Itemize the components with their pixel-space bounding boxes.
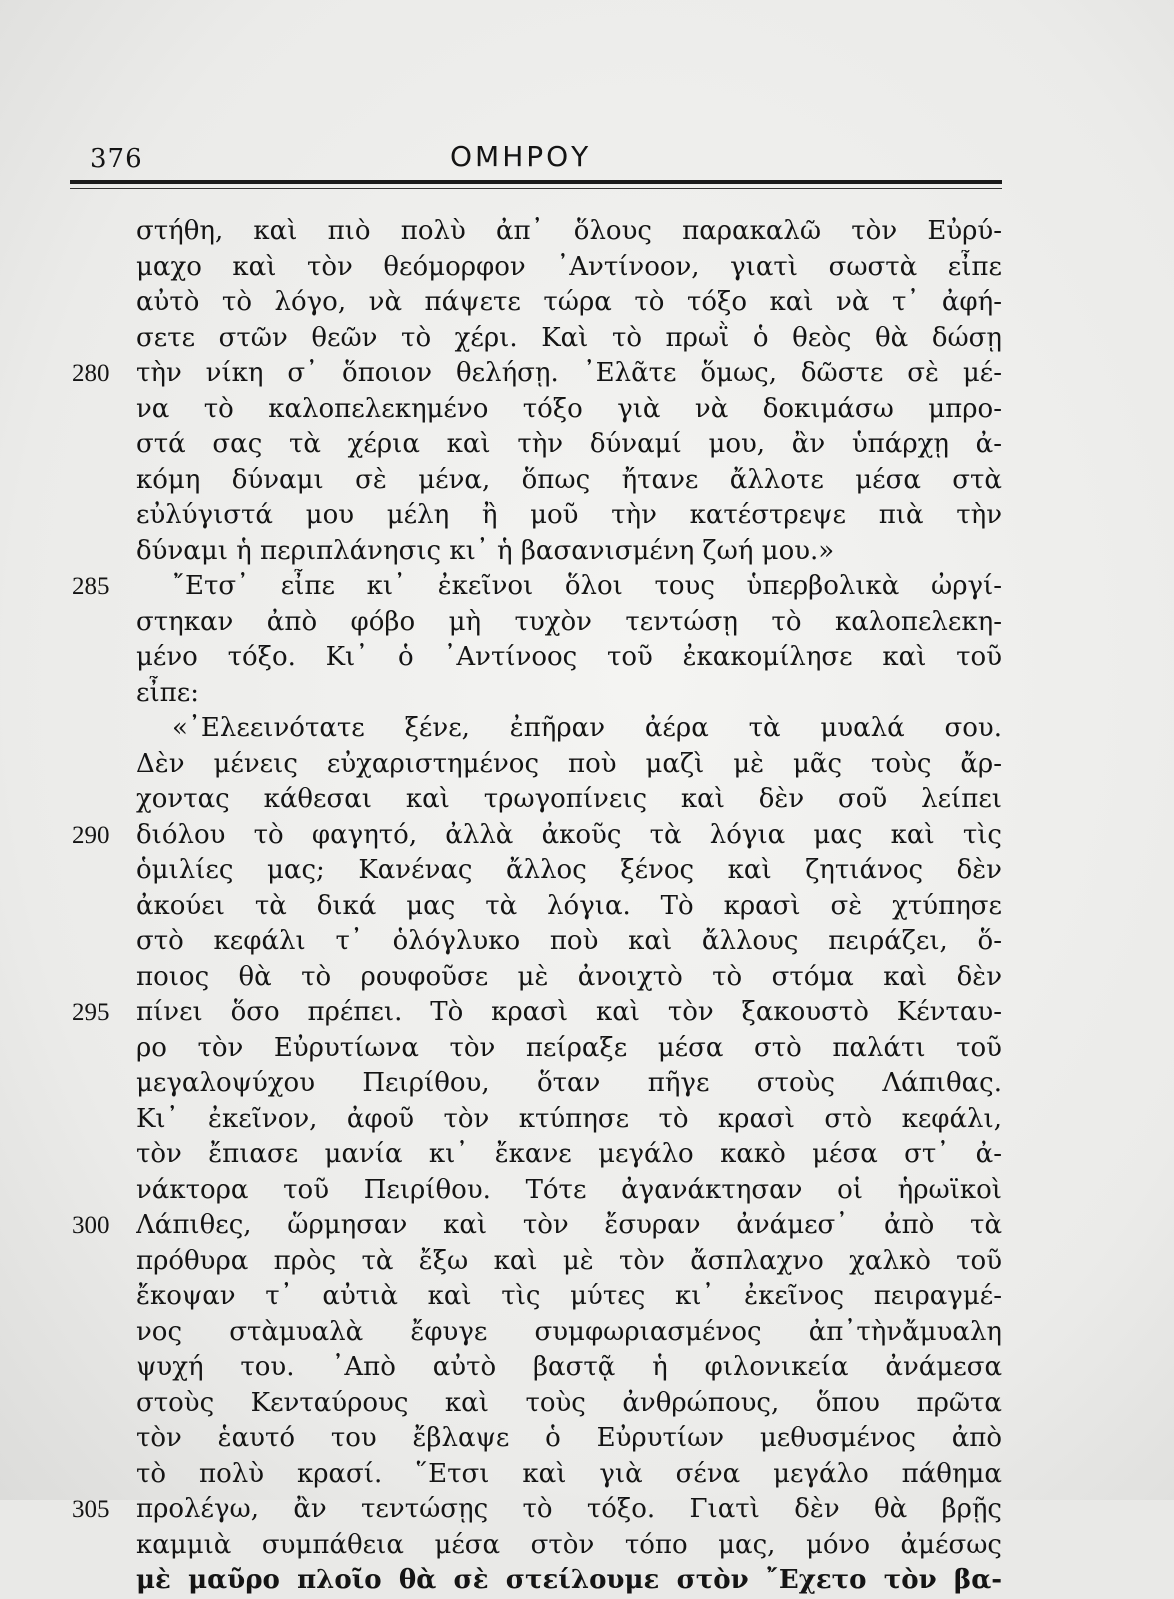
text-line <box>0 711 1174 747</box>
verse-number: 280 <box>72 360 110 387</box>
header-rule-thick <box>70 180 1002 184</box>
text-line <box>0 1457 1174 1493</box>
text-line <box>0 924 1174 960</box>
text-line <box>0 605 1174 641</box>
line-text: μαχο καὶ τὸν θεόμορφον ᾽Αντίνοον, γιατὶ σωστὰ εἶπε <box>136 251 1002 282</box>
line-text: πρόθυρα πρὸς τὰ ἔξω καὶ μὲ τὸν ἄσπλαχνο χαλκὸ τοῦ <box>136 1245 1002 1276</box>
line-text: «᾽Ελεεινότατε ξένε, ἐπῆραν ἀέρα τὰ μυαλά σου. <box>172 713 1002 743</box>
text-line <box>0 640 1174 676</box>
text-line <box>0 995 1174 1031</box>
text-line <box>0 1244 1174 1280</box>
line-text: στήθη, καὶ πιὸ πολὺ ἀπ᾽ ὅλους παρακαλῶ τὸν Εὐρύ- <box>136 216 1002 246</box>
line-text: νος στὰμυαλὰ ἔφυγε συμφωριασμένος ἀπ᾽τὴνἄμυαλη <box>136 1316 1002 1347</box>
line-text: μένο τόξο. Κι᾽ ὁ ᾽Αντίνοος τοῦ ἐκακομίλησε καὶ τοῦ <box>136 642 1002 672</box>
text-line <box>0 1492 1174 1528</box>
text-line <box>0 1386 1174 1422</box>
text-line <box>0 818 1174 854</box>
line-text: Κι᾽ ἐκεῖνον, ἀφοῦ τὸν κτύπησε τὸ κρασὶ στὸ κεφάλι, <box>136 1103 1002 1134</box>
text-line <box>0 321 1174 357</box>
line-text: τὸ πολὺ κρασί. ῞Ετσι καὶ γιὰ σένα μεγάλο πάθημα <box>136 1458 1002 1489</box>
verse-number: 300 <box>72 1212 110 1239</box>
line-text: ποιος θὰ τὸ ρουφοῦσε μὲ ἀνοιχτὸ τὸ στόμα καὶ δὲν <box>136 961 1002 992</box>
line-text: νάκτορα τοῦ Πειρίθου. Τότε ἀγανάκτησαν οἱ ἡρωϊκοὶ <box>136 1174 1002 1205</box>
text-line <box>0 782 1174 818</box>
line-text: διόλου τὸ φαγητό, ἀλλὰ ἀκοῦς τὰ λόγια μας καὶ τὶς <box>136 819 1002 850</box>
text-line <box>0 960 1174 996</box>
line-text: δύναμι ἡ περιπλάνησις κι᾽ ἡ βασανισμένη ζωή μου.» <box>136 535 835 566</box>
page-header <box>70 138 1002 178</box>
line-text: καμμιὰ συμπάθεια μέσα στὸν τόπο μας, μόνο ἀμέσως <box>136 1529 1002 1560</box>
page-number: 376 <box>90 144 143 174</box>
line-text: τὸν ἑαυτό του ἔβλαψε ὁ Εὐρυτίων μεθυσμένος ἀπὸ <box>136 1423 1002 1453</box>
line-text: τὴν νίκη σ᾽ ὅποιον θελήσῃ. ᾽Ελᾶτε ὅμως, δῶστε σὲ μέ- <box>136 358 1002 388</box>
line-text: εἶπε: <box>136 677 199 708</box>
verse-number: 295 <box>72 999 110 1026</box>
line-text: αὐτὸ τὸ λόγο, νὰ πάψετε τώρα τὸ τόξο καὶ νὰ τ᾽ ἀφή- <box>136 287 1002 317</box>
text-line <box>0 356 1174 392</box>
line-text: στοὺς Κενταύρους καὶ τοὺς ἀνθρώπους, ὅπου πρῶτα <box>136 1387 1002 1418</box>
line-text: τὸν ἔπιασε μανία κι᾽ ἔκανε μεγάλο κακὸ μέσα στ᾽ ἀ- <box>136 1139 1002 1169</box>
line-text: στά σας τὰ χέρια καὶ τὴν δύναμί μου, ἂν ὑπάρχῃ ἀ- <box>136 429 1002 459</box>
line-text: στὸ κεφάλι τ᾽ ὁλόγλυκο ποὺ καὶ ἄλλους πειράζει, ὅ- <box>136 926 1002 956</box>
text-line <box>0 1315 1174 1351</box>
text-line <box>0 250 1174 286</box>
text-line <box>0 463 1174 499</box>
text-line <box>0 285 1174 321</box>
text-line <box>0 1102 1174 1138</box>
line-text: ψυχή του. ᾽Απὸ αὐτὸ βαστᾷ ἡ φιλονικεία ἀνάμεσα <box>136 1352 1002 1382</box>
text-line <box>0 1066 1174 1102</box>
line-text: μεγαλοψύχου Πειρίθου, ὅταν πῆγε στοὺς Λάπιθας. <box>136 1068 1002 1098</box>
text-line <box>0 1137 1174 1173</box>
text-line <box>0 1421 1174 1457</box>
text-line <box>0 747 1174 783</box>
text-line <box>0 1528 1174 1564</box>
line-text: πίνει ὅσο πρέπει. Τὸ κρασὶ καὶ τὸν ξακουστὸ Κένταυ- <box>136 997 1002 1027</box>
body-text <box>0 214 1174 1599</box>
text-line <box>0 889 1174 925</box>
running-title: ΟΜΗΡΟΥ <box>450 140 592 173</box>
line-text: σετε στῶν θεῶν τὸ χέρι. Καὶ τὸ πρωῒ ὁ θεὸς θὰ δώσῃ <box>136 322 1002 353</box>
line-text: Λάπιθες, ὥρμησαν καὶ τὸν ἔσυραν ἀνάμεσ᾽ ἀπὸ τὰ <box>136 1210 1002 1240</box>
text-line <box>0 1173 1174 1209</box>
line-text: ρο τὸν Εὐρυτίωνα τὸν πείραξε μέσα στὸ παλάτι τοῦ <box>136 1032 1002 1063</box>
line-text: στηκαν ἀπὸ φόβο μὴ τυχὸν τεντώσῃ τὸ καλοπελεκη- <box>136 606 1002 637</box>
text-line <box>0 569 1174 605</box>
text-line <box>0 853 1174 889</box>
line-text: ῎Ετσ᾽ εἶπε κι᾽ ἐκεῖνοι ὅλοι τους ὑπερβολικὰ ὠργί- <box>172 571 1002 601</box>
line-text: ἀκούει τὰ δικά μας τὰ λόγια. Τὸ κρασὶ σὲ χτύπησε <box>136 890 1002 921</box>
text-line <box>0 1350 1174 1386</box>
text-line <box>0 534 1174 570</box>
line-text: κόμη δύναμι σὲ μένα, ὅπως ἤτανε ἄλλοτε μέσα στὰ <box>136 464 1002 495</box>
text-line <box>0 427 1174 463</box>
verse-number: 305 <box>72 1496 110 1523</box>
line-text: μὲ μαῦρο πλοῖο θὰ σὲ στείλουμε στὸν ῎Εχετο τὸν βα- <box>136 1565 1002 1595</box>
text-line <box>0 392 1174 428</box>
verse-number: 290 <box>72 821 110 849</box>
text-line <box>0 1208 1174 1244</box>
verse-number: 285 <box>72 573 110 600</box>
line-text: ἔκοψαν τ᾽ αὐτιὰ καὶ τὶς μύτες κι᾽ ἐκεῖνος πειραγμέ- <box>136 1281 1002 1311</box>
text-line <box>0 1563 1174 1599</box>
line-text: χοντας κάθεσαι καὶ τρωγοπίνεις καὶ δὲν σοῦ λείπει <box>136 784 1002 814</box>
text-line <box>0 1031 1174 1067</box>
line-text: να τὸ καλοπελεκημένο τόξο γιὰ νὰ δοκιμάσω μπρο- <box>136 393 1002 424</box>
text-line <box>0 214 1174 250</box>
text-line <box>0 498 1174 534</box>
line-text: εὐλύγιστά μου μέλη ἢ μοῦ τὴν κατέστρεψε πιὰ τὴν <box>136 500 1002 530</box>
header-rule-thin <box>70 188 1002 189</box>
line-text: ὁμιλίες μας; Κανένας ἄλλος ξένος καὶ ζητιάνος δὲν <box>136 855 1002 885</box>
text-line <box>0 676 1174 712</box>
text-line <box>0 1279 1174 1315</box>
line-text: Δὲν μένεις εὐχαριστημένος ποὺ μαζὶ μὲ μᾶς τοὺς ἄρ- <box>136 748 1002 779</box>
line-text: προλέγω, ἂν τεντώσῃς τὸ τόξο. Γιατὶ δὲν θὰ βρῇς <box>136 1494 1002 1524</box>
